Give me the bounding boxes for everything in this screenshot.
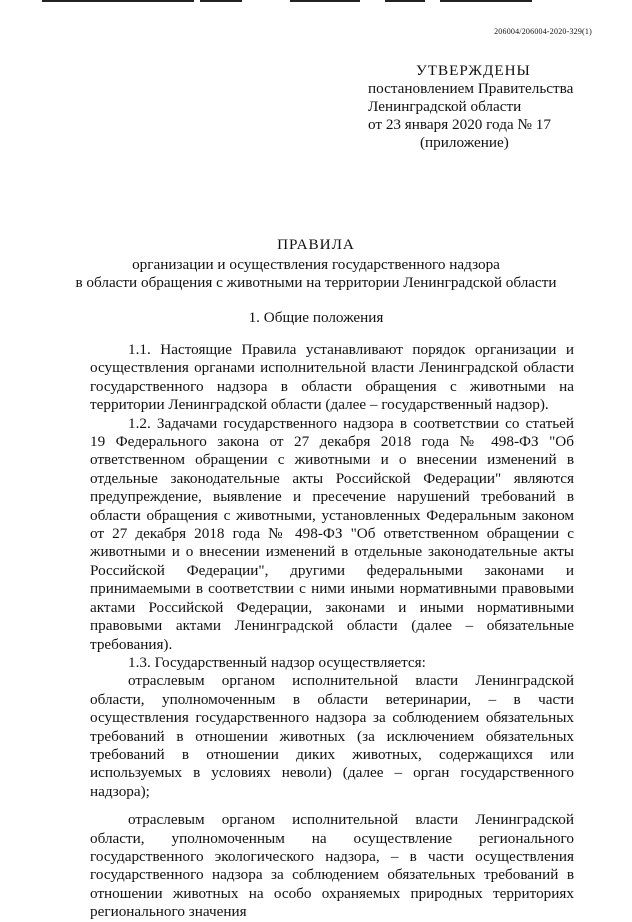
approval-title: УТВЕРЖДЕНЫ	[416, 62, 531, 79]
approval-block	[368, 62, 598, 152]
paragraph-ecological-authority: отраслевым органом исполнительной власти Ленинградской области, уполномоченным на осуществление регионального государственного экологического надзора, – в части осуществления государственного надзора за соблюдением обязательных требований в отношении животных на особо охраняемых природных территориях регионального значения	[90, 811, 574, 921]
rules-subtitle	[0, 256, 632, 292]
paragraph-1-3: 1.3. Государственный надзор осуществляется:	[128, 653, 426, 671]
section-title: 1. Общие положения	[248, 309, 384, 326]
paragraph-1-1: 1.1. Настоящие Правила устанавливают порядок организации и осуществления органами исполнительной власти Ленинградской области государственного надзора в области обращения с животными на территории Ленинградской области (далее – государственный надзор).	[90, 341, 574, 414]
rules-subtitle-line: в области обращения с животными на территории Ленинградской области	[75, 274, 557, 291]
document-code: 206004/206004-2020-329(1)	[494, 27, 592, 36]
approval-line: от 23 января 2020 года № 17	[368, 116, 551, 133]
document-body	[90, 341, 574, 922]
scan-artifact-line	[440, 0, 532, 2]
paragraph-1-2: 1.2. Задачами государственного надзора в соответствии со статьей 19 Федерального закона от 27 декабря 2018 года № 498-ФЗ "Об ответственном обращении с животными и о внесении изменений в отдельные законодательные акты Российской Федерации" являются предупреждение, выявление и пресечение нарушений требований в области обращения с животными, установленных Федеральным законом от 27 декабря 2018 года № 498-ФЗ "Об ответственном обращении с животными и о внесении изменений в отдельные законодательные акты Российской Федерации", другими федеральными законами и принимаемыми в соответствии с ними иными нормативными правовыми актами Российской Федерации, законами и иными нормативными правовыми актами Ленинградской области (далее – обязательные требования).	[90, 414, 574, 653]
scan-artifact-line	[385, 0, 425, 2]
rules-subtitle-line: организации и осуществления государственного надзора	[132, 256, 500, 273]
approval-line: Ленинградской области	[368, 98, 522, 115]
approval-line: постановлением Правительства	[368, 80, 574, 97]
approval-line: (приложение)	[420, 134, 509, 151]
paragraph-veterinary-authority: отраслевым органом исполнительной власти Ленинградской области, уполномоченным в области ветеринарии, – в части осуществления государственного надзора за соблюдением обязательных требований в отношении животных (за исключением обязательных требований в отношении диких животных, содержащихся или используемых в условиях неволи) (далее – орган государственного надзора);	[90, 672, 574, 800]
rules-title: ПРАВИЛА	[277, 236, 355, 253]
scan-artifact-line	[200, 0, 242, 2]
scan-artifact-line	[42, 0, 194, 2]
scan-artifact-line	[290, 0, 360, 2]
